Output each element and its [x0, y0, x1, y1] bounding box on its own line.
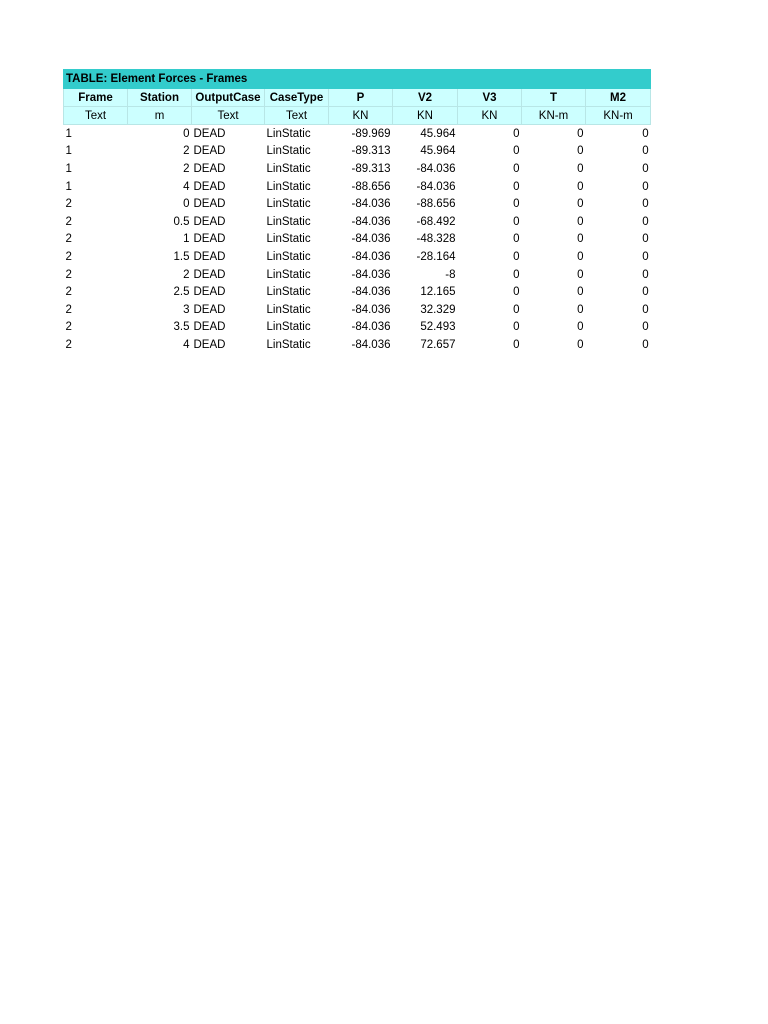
cell-m2[interactable]: 0: [642, 162, 649, 175]
cell-p[interactable]: -89.313: [351, 162, 391, 175]
cell-p[interactable]: -84.036: [351, 321, 391, 334]
cell-casetype[interactable]: LinStatic: [266, 321, 311, 334]
cell-m2[interactable]: 0: [642, 286, 649, 299]
cell-m2[interactable]: 0: [642, 338, 649, 351]
cell-frame[interactable]: 2: [65, 286, 72, 299]
cell-t[interactable]: 0: [577, 250, 584, 263]
cell-p[interactable]: -84.036: [351, 215, 391, 228]
cell-frame[interactable]: 2: [65, 215, 72, 228]
cell-m2[interactable]: 0: [642, 180, 649, 193]
cell-station[interactable]: 2: [183, 162, 190, 175]
cell-casetype[interactable]: LinStatic: [266, 215, 311, 228]
cell-t[interactable]: 0: [577, 321, 584, 334]
cell-casetype[interactable]: LinStatic: [266, 250, 311, 263]
cell-station[interactable]: 2.5: [173, 286, 190, 299]
cell-outputcase[interactable]: DEAD: [193, 303, 226, 316]
table-row: [64, 178, 651, 196]
unit-m2[interactable]: KN-m: [586, 107, 651, 125]
cell-frame[interactable]: 2: [65, 233, 72, 246]
cell-frame[interactable]: 2: [65, 250, 72, 263]
cell-station[interactable]: 2: [183, 145, 190, 158]
cell-m2[interactable]: 0: [642, 215, 649, 228]
cell-p[interactable]: -84.036: [351, 286, 391, 299]
table-row: [64, 231, 651, 249]
cell-v3[interactable]: 0: [513, 233, 520, 246]
cell-station[interactable]: 3.5: [173, 321, 190, 334]
cell-v3[interactable]: 0: [513, 162, 520, 175]
element-forces-table: [63, 69, 651, 354]
cell-p[interactable]: -84.036: [351, 233, 391, 246]
cell-casetype[interactable]: LinStatic: [266, 198, 311, 211]
cell-casetype[interactable]: LinStatic: [266, 303, 311, 316]
cell-frame[interactable]: 2: [65, 198, 72, 211]
table-row: [64, 336, 651, 354]
cell-station[interactable]: 0: [183, 198, 190, 211]
cell-m2[interactable]: 0: [642, 127, 649, 140]
cell-station[interactable]: 1: [183, 233, 190, 246]
cell-station[interactable]: 1.5: [173, 250, 190, 263]
cell-v3[interactable]: 0: [513, 127, 520, 140]
cell-v3[interactable]: 0: [513, 215, 520, 228]
cell-outputcase[interactable]: DEAD: [193, 321, 226, 334]
cell-outputcase[interactable]: DEAD: [193, 215, 226, 228]
unit-station[interactable]: m: [128, 107, 192, 125]
table-row: [64, 160, 651, 178]
cell-outputcase[interactable]: DEAD: [193, 198, 226, 211]
unit-outputcase[interactable]: Text: [192, 107, 265, 125]
table-row: [64, 319, 651, 337]
unit-v3[interactable]: KN: [458, 107, 522, 125]
cell-p[interactable]: -84.036: [351, 338, 391, 351]
header-v3[interactable]: V3: [458, 89, 522, 107]
cell-frame[interactable]: 2: [65, 268, 72, 281]
table-row: [64, 195, 651, 213]
table-title-row: [64, 70, 651, 89]
cell-p[interactable]: -88.656: [351, 180, 391, 193]
unit-casetype[interactable]: Text: [265, 107, 329, 125]
cell-outputcase[interactable]: DEAD: [193, 180, 226, 193]
cell-station[interactable]: 4: [183, 338, 190, 351]
cell-v2[interactable]: 45.964: [420, 145, 456, 158]
cell-t[interactable]: 0: [577, 198, 584, 211]
cell-p[interactable]: -89.969: [351, 127, 391, 140]
cell-casetype[interactable]: LinStatic: [266, 180, 311, 193]
cell-station[interactable]: 3: [183, 303, 190, 316]
table-body: [64, 125, 651, 354]
header-v2[interactable]: V2: [393, 89, 458, 107]
column-header-row: [64, 89, 651, 107]
cell-v3[interactable]: 0: [513, 250, 520, 263]
header-casetype[interactable]: CaseType: [265, 89, 329, 107]
header-m2[interactable]: M2: [586, 89, 651, 107]
cell-m2[interactable]: 0: [642, 250, 649, 263]
cell-frame[interactable]: 1: [65, 127, 72, 140]
table-row: [64, 143, 651, 161]
cell-p[interactable]: -84.036: [351, 303, 391, 316]
unit-frame[interactable]: Text: [64, 107, 128, 125]
cell-casetype[interactable]: LinStatic: [266, 145, 311, 158]
cell-casetype[interactable]: LinStatic: [266, 268, 311, 281]
unit-t[interactable]: KN-m: [522, 107, 586, 125]
cell-t[interactable]: 0: [577, 162, 584, 175]
cell-v2[interactable]: -48.328: [416, 233, 456, 246]
unit-v2[interactable]: KN: [393, 107, 458, 125]
cell-v3[interactable]: 0: [513, 303, 520, 316]
cell-t[interactable]: 0: [577, 268, 584, 281]
cell-v2[interactable]: -68.492: [416, 215, 456, 228]
cell-m2[interactable]: 0: [642, 145, 649, 158]
cell-station[interactable]: 4: [183, 180, 190, 193]
cell-frame[interactable]: 2: [65, 321, 72, 334]
cell-station[interactable]: 0: [183, 127, 190, 140]
table-title[interactable]: TABLE: Element Forces - Frames: [64, 70, 651, 89]
cell-m2[interactable]: 0: [642, 303, 649, 316]
cell-p[interactable]: -84.036: [351, 250, 391, 263]
cell-casetype[interactable]: LinStatic: [266, 233, 311, 246]
cell-casetype[interactable]: LinStatic: [266, 286, 311, 299]
cell-p[interactable]: -89.313: [351, 145, 391, 158]
cell-outputcase[interactable]: DEAD: [193, 233, 226, 246]
cell-m2[interactable]: 0: [642, 321, 649, 334]
cell-frame[interactable]: 1: [65, 180, 72, 193]
cell-t[interactable]: 0: [577, 145, 584, 158]
cell-outputcase[interactable]: DEAD: [193, 162, 226, 175]
cell-t[interactable]: 0: [577, 286, 584, 299]
cell-frame[interactable]: 1: [65, 145, 72, 158]
cell-v2[interactable]: 45.964: [420, 127, 456, 140]
cell-station[interactable]: 0.5: [173, 215, 190, 228]
header-frame[interactable]: Frame: [64, 89, 128, 107]
table-row: [64, 283, 651, 301]
cell-v2[interactable]: -28.164: [416, 250, 456, 263]
cell-v2[interactable]: -88.656: [416, 198, 456, 211]
unit-p[interactable]: KN: [329, 107, 393, 125]
cell-outputcase[interactable]: DEAD: [193, 286, 226, 299]
cell-v3[interactable]: 0: [513, 145, 520, 158]
cell-casetype[interactable]: LinStatic: [266, 127, 311, 140]
header-p[interactable]: P: [329, 89, 393, 107]
cell-v2[interactable]: 32.329: [420, 303, 456, 316]
cell-station[interactable]: 2: [183, 268, 190, 281]
cell-outputcase[interactable]: DEAD: [193, 250, 226, 263]
header-t[interactable]: T: [522, 89, 586, 107]
cell-t[interactable]: 0: [577, 127, 584, 140]
cell-frame[interactable]: 1: [65, 162, 72, 175]
cell-v2[interactable]: -84.036: [416, 162, 456, 175]
cell-v2[interactable]: 72.657: [420, 338, 456, 351]
table-row: [64, 125, 651, 143]
cell-v3[interactable]: 0: [513, 268, 520, 281]
table-row: [64, 301, 651, 319]
cell-v3[interactable]: 0: [513, 338, 520, 351]
cell-v3[interactable]: 0: [513, 321, 520, 334]
header-station[interactable]: Station: [128, 89, 192, 107]
cell-v3[interactable]: 0: [513, 180, 520, 193]
cell-outputcase[interactable]: DEAD: [193, 338, 226, 351]
cell-m2[interactable]: 0: [642, 198, 649, 211]
cell-v2[interactable]: -8: [445, 268, 456, 281]
cell-t[interactable]: 0: [577, 233, 584, 246]
cell-t[interactable]: 0: [577, 215, 584, 228]
units-header-row: [64, 107, 651, 125]
cell-v2[interactable]: 12.165: [420, 286, 456, 299]
cell-v2[interactable]: 52.493: [420, 321, 456, 334]
cell-v3[interactable]: 0: [513, 286, 520, 299]
cell-v2[interactable]: -84.036: [416, 180, 456, 193]
cell-frame[interactable]: 2: [65, 338, 72, 351]
cell-t[interactable]: 0: [577, 303, 584, 316]
spreadsheet-sheet: [63, 69, 650, 354]
table-row: [64, 248, 651, 266]
cell-p[interactable]: -84.036: [351, 268, 391, 281]
cell-outputcase[interactable]: DEAD: [193, 145, 226, 158]
cell-casetype[interactable]: LinStatic: [266, 162, 311, 175]
cell-outputcase[interactable]: DEAD: [193, 127, 226, 140]
cell-casetype[interactable]: LinStatic: [266, 338, 311, 351]
cell-t[interactable]: 0: [577, 338, 584, 351]
cell-frame[interactable]: 2: [65, 303, 72, 316]
table-row: [64, 213, 651, 231]
cell-p[interactable]: -84.036: [351, 198, 391, 211]
cell-m2[interactable]: 0: [642, 268, 649, 281]
cell-v3[interactable]: 0: [513, 198, 520, 211]
cell-t[interactable]: 0: [577, 180, 584, 193]
cell-m2[interactable]: 0: [642, 233, 649, 246]
header-outputcase[interactable]: OutputCase: [192, 89, 265, 107]
table-row: [64, 266, 651, 284]
cell-outputcase[interactable]: DEAD: [193, 268, 226, 281]
